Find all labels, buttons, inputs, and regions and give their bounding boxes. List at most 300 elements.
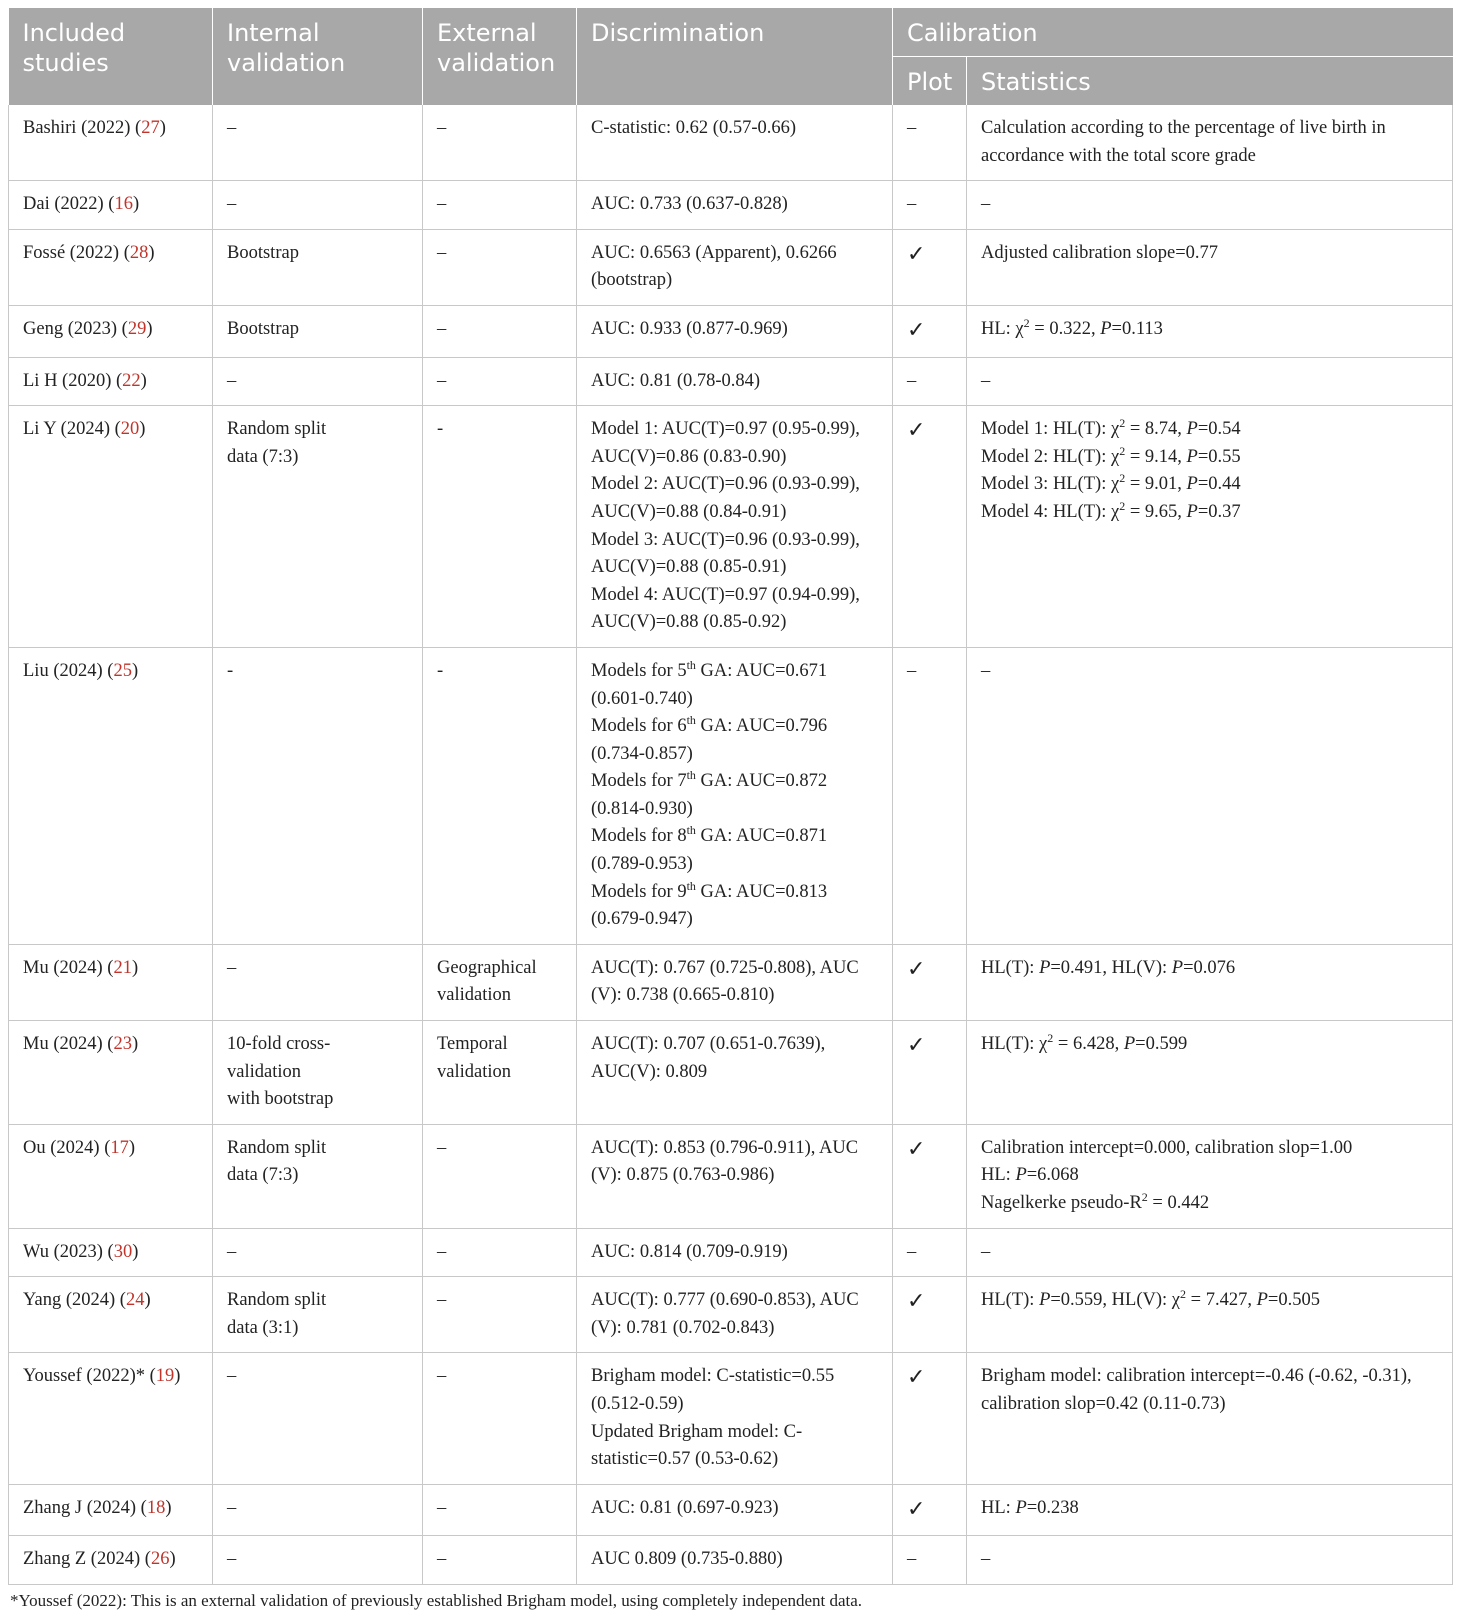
- text-segment: =0.599: [1135, 1034, 1188, 1055]
- text-segment: Model 1: HL(T): χ: [981, 419, 1120, 440]
- cell-study: Zhang Z (2024) (26): [9, 1536, 213, 1585]
- cell-external-validation: [423, 1021, 577, 1125]
- dash-text: –: [907, 118, 917, 138]
- cell-discrimination: [577, 1353, 893, 1484]
- cell-internal-validation: [213, 1353, 423, 1484]
- internal-validation-text: –: [227, 370, 237, 391]
- external-validation-text: –: [437, 1549, 447, 1570]
- footnote: *Youssef (2022): This is an external validation of previously established Brigham model, using completely independent data.: [10, 1590, 863, 1610]
- text-segment: GA: AUC=0.813: [695, 881, 828, 902]
- text-segment: GA: AUC=0.871: [695, 826, 828, 847]
- text-segment: Model 1: AUC(T)=0.97 (0.95-0.99),: [591, 419, 860, 440]
- superscript-text: th: [686, 657, 696, 672]
- text-segment: Calibration intercept=0.000, calibration slop=1.00: [981, 1137, 1353, 1158]
- calibration-table: [8, 8, 1453, 1585]
- reference-link[interactable]: 16: [114, 194, 133, 215]
- cell-study: Youssef (2022)* (19): [9, 1353, 213, 1484]
- text-segment: HL:: [981, 1497, 1016, 1518]
- cell-external-validation: [423, 229, 577, 305]
- cell-discrimination: [577, 1277, 893, 1353]
- study-name: Mu (2024): [23, 1034, 103, 1055]
- internal-validation-text: –: [227, 1366, 237, 1387]
- cell-study: Mu (2024) (23): [9, 1021, 213, 1125]
- cell-discrimination: [577, 229, 893, 305]
- superscript-text: 2: [1180, 1287, 1187, 1302]
- external-validation-text: –: [437, 370, 447, 391]
- text-segment: =0.54: [1197, 419, 1241, 440]
- internal-validation-text: –: [227, 194, 237, 215]
- table-container: [8, 8, 1452, 1613]
- reference-link[interactable]: 20: [120, 419, 140, 440]
- text-segment: Models for 5: [591, 660, 687, 681]
- table-row: [9, 1124, 1453, 1228]
- reference-link[interactable]: 19: [155, 1366, 175, 1387]
- cell-discrimination: [577, 305, 893, 357]
- cell-external-validation: [423, 357, 577, 406]
- text-segment: GA: AUC=0.796: [695, 716, 828, 737]
- cell-discrimination: [577, 1021, 893, 1125]
- study-name: Yang (2024): [23, 1290, 116, 1311]
- header-discrimination: Discrimination: [577, 8, 893, 105]
- text-segment: AUC(T): 0.853 (0.796-0.911), AUC (V): 0.875 (0.763-0.986): [591, 1137, 859, 1186]
- header-external-validation: External validation: [423, 8, 577, 105]
- internal-validation-text: –: [227, 1497, 237, 1518]
- cell-statistics: [967, 1021, 1453, 1125]
- text-segment: AUC(V)=0.88 (0.85-0.91): [591, 557, 787, 578]
- superscript-text: 2: [1141, 1189, 1148, 1204]
- cell-discrimination: [577, 105, 893, 181]
- italic-text: P: [1039, 1290, 1051, 1311]
- external-validation-text: validation: [437, 985, 511, 1006]
- cell-statistics: [967, 357, 1453, 406]
- reference-link[interactable]: 27: [141, 118, 160, 138]
- text-segment: HL:: [981, 1165, 1016, 1186]
- table-row: [9, 1484, 1453, 1536]
- internal-validation-text: Bootstrap: [227, 242, 299, 263]
- header-statistics: Statistics: [967, 57, 1453, 106]
- cell-external-validation: [423, 1277, 577, 1353]
- cell-study: Liu (2024) (25): [9, 647, 213, 944]
- dash-text: –: [907, 660, 917, 681]
- internal-validation-text: -: [227, 660, 234, 681]
- header-internal-validation: Internal validation: [213, 8, 423, 105]
- text-segment: = 7.427,: [1186, 1290, 1257, 1311]
- check-icon: ✓: [907, 316, 926, 342]
- italic-text: P: [1186, 474, 1198, 495]
- table-row: [9, 305, 1453, 357]
- table-row: [9, 357, 1453, 406]
- text-segment: = 9.01,: [1125, 474, 1187, 495]
- text-segment: (0.512-0.59): [591, 1393, 684, 1414]
- internal-validation-text: –: [227, 1549, 237, 1570]
- cell-statistics: [967, 944, 1453, 1020]
- internal-validation-text: Random split: [227, 1137, 327, 1158]
- cell-external-validation: [423, 181, 577, 230]
- cell-plot: [893, 305, 967, 357]
- internal-validation-text: Bootstrap: [227, 318, 299, 339]
- table-row: [9, 1353, 1453, 1484]
- cell-study: Dai (2022) (16): [9, 181, 213, 230]
- cell-statistics: [967, 181, 1453, 230]
- italic-text: P: [1015, 1497, 1027, 1518]
- table-row: [9, 105, 1453, 181]
- study-name: Dai (2022): [23, 194, 104, 215]
- table-row: [9, 181, 1453, 230]
- cell-internal-validation: [213, 357, 423, 406]
- cell-study: Geng (2023) (29): [9, 305, 213, 357]
- cell-internal-validation: [213, 647, 423, 944]
- reference-link[interactable]: 21: [113, 957, 132, 978]
- italic-text: P: [1186, 419, 1198, 440]
- text-segment: Model 2: HL(T): χ: [981, 446, 1120, 467]
- external-validation-text: Geographical: [437, 957, 537, 978]
- text-segment: Models for 6: [591, 716, 687, 737]
- table-row: [9, 406, 1453, 648]
- text-segment: Model 3: HL(T): χ: [981, 474, 1120, 495]
- reference-link[interactable]: 22: [122, 370, 141, 391]
- cell-statistics: [967, 1124, 1453, 1228]
- text-segment: Brigham model: C-statistic=0.55: [591, 1366, 835, 1387]
- cell-plot: [893, 406, 967, 648]
- text-segment: statistic=0.57 (0.53-0.62): [591, 1449, 779, 1470]
- cell-study: Wu (2023) (30): [9, 1228, 213, 1277]
- cell-external-validation: [423, 944, 577, 1020]
- cell-statistics: [967, 105, 1453, 181]
- italic-text: P: [1015, 1165, 1027, 1186]
- cell-internal-validation: [213, 1228, 423, 1277]
- external-validation-text: -: [437, 419, 444, 440]
- internal-validation-text: data (7:3): [227, 446, 299, 467]
- text-segment: AUC: 0.81 (0.697-0.923): [591, 1497, 779, 1518]
- text-segment: = 9.65,: [1125, 501, 1187, 522]
- superscript-text: 2: [1023, 315, 1030, 330]
- table-body: [9, 105, 1453, 1584]
- cell-internal-validation: [213, 1277, 423, 1353]
- table-row: [9, 647, 1453, 944]
- study-name: Zhang J (2024): [23, 1497, 137, 1518]
- study-name: Mu (2024): [23, 957, 103, 978]
- cell-statistics: [967, 647, 1453, 944]
- cell-discrimination: [577, 944, 893, 1020]
- internal-validation-text: validation: [227, 1061, 301, 1082]
- text-segment: = 6.428,: [1053, 1034, 1124, 1055]
- external-validation-text: –: [437, 118, 447, 138]
- study-name: Li Y (2024): [23, 419, 110, 440]
- text-segment: =0.113: [1111, 318, 1163, 339]
- table-row: [9, 1021, 1453, 1125]
- text-segment: –: [981, 1241, 991, 1262]
- text-segment: =0.238: [1026, 1497, 1079, 1518]
- study-name: Bashiri (2022): [23, 118, 131, 138]
- check-icon: ✓: [907, 417, 926, 443]
- cell-internal-validation: [213, 1124, 423, 1228]
- superscript-text: th: [686, 712, 696, 727]
- header-plot: Plot: [893, 57, 967, 106]
- text-segment: =6.068: [1026, 1165, 1079, 1186]
- internal-validation-text: –: [227, 957, 237, 978]
- cell-discrimination: [577, 647, 893, 944]
- cell-plot: [893, 105, 967, 181]
- check-icon: ✓: [907, 1032, 926, 1058]
- table-row: [9, 1536, 1453, 1585]
- internal-validation-text: –: [227, 118, 237, 138]
- cell-discrimination: [577, 406, 893, 648]
- cell-external-validation: [423, 647, 577, 944]
- cell-study: Li H (2020) (22): [9, 357, 213, 406]
- cell-study: Yang (2024) (24): [9, 1277, 213, 1353]
- reference-link[interactable]: 24: [125, 1290, 145, 1311]
- text-segment: = 0.442: [1147, 1193, 1210, 1213]
- cell-plot: [893, 229, 967, 305]
- cell-statistics: [967, 1536, 1453, 1585]
- text-segment: (0.734-0.857): [591, 743, 693, 764]
- superscript-text: 2: [1119, 443, 1126, 458]
- header-calibration: Calibration: [893, 8, 1453, 57]
- cell-discrimination: [577, 181, 893, 230]
- cell-internal-validation: [213, 105, 423, 181]
- study-name: Zhang Z (2024): [23, 1549, 141, 1570]
- text-segment: –: [981, 1549, 991, 1570]
- cell-study: Mu (2024) (21): [9, 944, 213, 1020]
- study-name: Fossé (2022): [23, 242, 120, 263]
- check-icon: ✓: [907, 1135, 926, 1161]
- text-segment: Updated Brigham model: C-: [591, 1421, 803, 1442]
- cell-internal-validation: [213, 229, 423, 305]
- cell-external-validation: [423, 1353, 577, 1484]
- check-icon: ✓: [907, 1364, 926, 1390]
- cell-plot: [893, 357, 967, 406]
- cell-statistics: [967, 406, 1453, 648]
- external-validation-text: validation: [437, 1061, 511, 1082]
- header-included-studies: Included studies: [9, 8, 213, 105]
- cell-study: Zhang J (2024) (18): [9, 1484, 213, 1536]
- table-row: [9, 1277, 1453, 1353]
- text-segment: AUC: 0.933 (0.877-0.969): [591, 318, 788, 339]
- cell-internal-validation: [213, 1484, 423, 1536]
- text-segment: HL(T):: [981, 1290, 1040, 1311]
- study-name: Geng (2023): [23, 318, 118, 339]
- study-name: Youssef (2022)*: [23, 1366, 145, 1387]
- text-segment: AUC: 0.6563 (Apparent), 0.6266 (bootstrap): [591, 242, 837, 291]
- external-validation-text: –: [437, 1290, 447, 1311]
- cell-plot: [893, 1021, 967, 1125]
- text-segment: = 9.14,: [1125, 446, 1187, 467]
- internal-validation-text: with bootstrap: [227, 1089, 334, 1110]
- text-segment: Model 4: AUC(T)=0.97 (0.94-0.99),: [591, 584, 860, 605]
- cell-statistics: [967, 1484, 1453, 1536]
- cell-statistics: [967, 1353, 1453, 1484]
- italic-text: P: [1100, 318, 1112, 339]
- cell-plot: [893, 647, 967, 944]
- internal-validation-text: Random split: [227, 1290, 327, 1311]
- text-segment: AUC: 0.81 (0.78-0.84): [591, 370, 761, 391]
- text-segment: AUC(T): 0.707 (0.651-0.7639),: [591, 1034, 826, 1055]
- reference-link[interactable]: 28: [129, 242, 149, 263]
- cell-internal-validation: [213, 1021, 423, 1125]
- cell-external-validation: [423, 1124, 577, 1228]
- cell-plot: [893, 181, 967, 230]
- text-segment: Models for 9: [591, 881, 687, 902]
- dash-text: –: [907, 1241, 917, 1262]
- reference-link[interactable]: 17: [110, 1137, 129, 1158]
- text-segment: =0.44: [1197, 474, 1241, 495]
- text-segment: Nagelkerke pseudo-R: [981, 1193, 1142, 1213]
- cell-discrimination: [577, 1536, 893, 1585]
- text-segment: Calculation according to the percentage of live birth in accordance with the total score grade: [981, 118, 1386, 166]
- check-icon: ✓: [907, 1495, 926, 1521]
- cell-discrimination: [577, 1228, 893, 1277]
- text-segment: Adjusted calibration slope=0.77: [981, 242, 1219, 263]
- superscript-text: th: [686, 823, 696, 838]
- reference-link[interactable]: 29: [127, 318, 147, 339]
- check-icon: ✓: [907, 1288, 926, 1314]
- text-segment: C-statistic: 0.62 (0.57-0.66): [591, 118, 797, 138]
- reference-link[interactable]: 30: [113, 1241, 133, 1262]
- text-segment: Models for 8: [591, 826, 687, 847]
- text-segment: AUC: 0.733 (0.637-0.828): [591, 194, 788, 215]
- superscript-text: 2: [1119, 471, 1126, 486]
- cell-plot: [893, 1484, 967, 1536]
- text-segment: =0.076: [1183, 957, 1236, 978]
- reference-link[interactable]: 23: [113, 1034, 132, 1055]
- reference-link[interactable]: 25: [113, 660, 132, 681]
- cell-study: Ou (2024) (17): [9, 1124, 213, 1228]
- cell-study: Fossé (2022) (28): [9, 229, 213, 305]
- text-segment: AUC(V): 0.809: [591, 1061, 708, 1082]
- text-segment: GA: AUC=0.872: [695, 771, 828, 792]
- cell-discrimination: [577, 1484, 893, 1536]
- text-segment: (0.601-0.740): [591, 688, 693, 709]
- cell-internal-validation: [213, 406, 423, 648]
- cell-internal-validation: [213, 1536, 423, 1585]
- cell-external-validation: [423, 1228, 577, 1277]
- text-segment: (0.814-0.930): [591, 798, 693, 819]
- cell-plot: [893, 1277, 967, 1353]
- cell-internal-validation: [213, 181, 423, 230]
- italic-text: P: [1186, 446, 1198, 467]
- external-validation-text: –: [437, 318, 447, 339]
- italic-text: P: [1039, 957, 1051, 978]
- text-segment: AUC: 0.814 (0.709-0.919): [591, 1241, 788, 1262]
- cell-statistics: [967, 229, 1453, 305]
- cell-plot: [893, 1228, 967, 1277]
- text-segment: = 8.74,: [1125, 419, 1187, 440]
- dash-text: –: [907, 194, 917, 215]
- superscript-text: 2: [1119, 416, 1126, 430]
- text-segment: HL(T): χ: [981, 1034, 1048, 1055]
- internal-validation-text: data (7:3): [227, 1165, 299, 1186]
- cell-discrimination: [577, 357, 893, 406]
- italic-text: P: [1186, 501, 1198, 522]
- cell-plot: [893, 1124, 967, 1228]
- text-segment: AUC(V)=0.88 (0.84-0.91): [591, 501, 787, 522]
- cell-study: Bashiri (2022) (27): [9, 105, 213, 181]
- text-segment: Model 2: AUC(T)=0.96 (0.93-0.99),: [591, 474, 860, 495]
- text-segment: =0.37: [1197, 501, 1241, 522]
- italic-text: P: [1171, 957, 1184, 978]
- external-validation-text: –: [437, 242, 447, 263]
- cell-plot: [893, 1353, 967, 1484]
- external-validation-text: –: [437, 1241, 447, 1262]
- text-segment: AUC(T): 0.777 (0.690-0.853), AUC (V): 0.781 (0.702-0.843): [591, 1290, 859, 1338]
- text-segment: AUC 0.809 (0.735-0.880): [591, 1549, 783, 1570]
- internal-validation-text: –: [227, 1241, 237, 1262]
- table-header: [9, 8, 1453, 105]
- text-segment: Brigham model: calibration intercept=-0.46 (-0.62, -0.31), calibration slop=0.42 (0.11-0.73): [981, 1366, 1412, 1414]
- cell-statistics: [967, 1228, 1453, 1277]
- cell-plot: [893, 944, 967, 1020]
- reference-link[interactable]: 18: [146, 1497, 166, 1518]
- superscript-text: 2: [1119, 498, 1126, 513]
- reference-link[interactable]: 26: [150, 1549, 170, 1570]
- cell-internal-validation: [213, 305, 423, 357]
- study-name: Liu (2024): [23, 660, 103, 681]
- cell-external-validation: [423, 305, 577, 357]
- text-segment: =0.505: [1267, 1290, 1320, 1311]
- text-segment: =0.55: [1197, 446, 1241, 467]
- table-row: [9, 944, 1453, 1020]
- external-validation-text: –: [437, 194, 447, 215]
- cell-external-validation: [423, 105, 577, 181]
- cell-statistics: [967, 1277, 1453, 1353]
- table-row: [9, 1228, 1453, 1277]
- text-segment: GA: AUC=0.671: [695, 660, 828, 681]
- external-validation-text: –: [437, 1497, 447, 1518]
- text-segment: –: [981, 370, 991, 391]
- text-segment: (0.679-0.947): [591, 909, 693, 930]
- external-validation-text: -: [437, 660, 444, 681]
- text-segment: –: [981, 660, 991, 681]
- dash-text: –: [907, 370, 917, 391]
- text-segment: –: [981, 194, 991, 215]
- italic-text: P: [1123, 1034, 1136, 1055]
- superscript-text: 2: [1047, 1030, 1054, 1045]
- text-segment: HL: χ: [981, 318, 1024, 339]
- text-segment: Model 3: AUC(T)=0.96 (0.93-0.99),: [591, 529, 860, 550]
- check-icon: ✓: [907, 240, 926, 266]
- text-segment: =0.491, HL(V):: [1050, 957, 1172, 978]
- cell-external-validation: [423, 1536, 577, 1585]
- cell-external-validation: [423, 1484, 577, 1536]
- cell-study: Li Y (2024) (20): [9, 406, 213, 648]
- cell-statistics: [967, 305, 1453, 357]
- cell-external-validation: [423, 406, 577, 648]
- study-name: Ou (2024): [23, 1137, 100, 1158]
- superscript-text: th: [686, 878, 696, 893]
- check-icon: ✓: [907, 955, 926, 981]
- cell-internal-validation: [213, 944, 423, 1020]
- internal-validation-text: data (3:1): [227, 1317, 299, 1338]
- text-segment: Models for 7: [591, 771, 687, 792]
- internal-validation-text: Random split: [227, 419, 327, 440]
- text-segment: AUC(V)=0.88 (0.85-0.92): [591, 612, 787, 633]
- text-segment: (0.789-0.953): [591, 854, 693, 875]
- study-name: Li H (2020): [23, 370, 112, 391]
- internal-validation-text: 10-fold cross-: [227, 1034, 331, 1055]
- text-segment: HL(T):: [981, 957, 1040, 978]
- external-validation-text: Temporal: [437, 1034, 508, 1055]
- text-segment: AUC(T): 0.767 (0.725-0.808), AUC (V): 0.738 (0.665-0.810): [591, 957, 859, 1006]
- text-segment: =0.559, HL(V): χ: [1050, 1290, 1181, 1311]
- text-segment: AUC(V)=0.86 (0.83-0.90): [591, 446, 787, 467]
- cell-discrimination: [577, 1124, 893, 1228]
- study-name: Wu (2023): [23, 1241, 103, 1262]
- table-row: [9, 229, 1453, 305]
- text-segment: = 0.322,: [1029, 318, 1101, 339]
- cell-plot: [893, 1536, 967, 1585]
- dash-text: –: [907, 1549, 917, 1570]
- external-validation-text: –: [437, 1137, 447, 1158]
